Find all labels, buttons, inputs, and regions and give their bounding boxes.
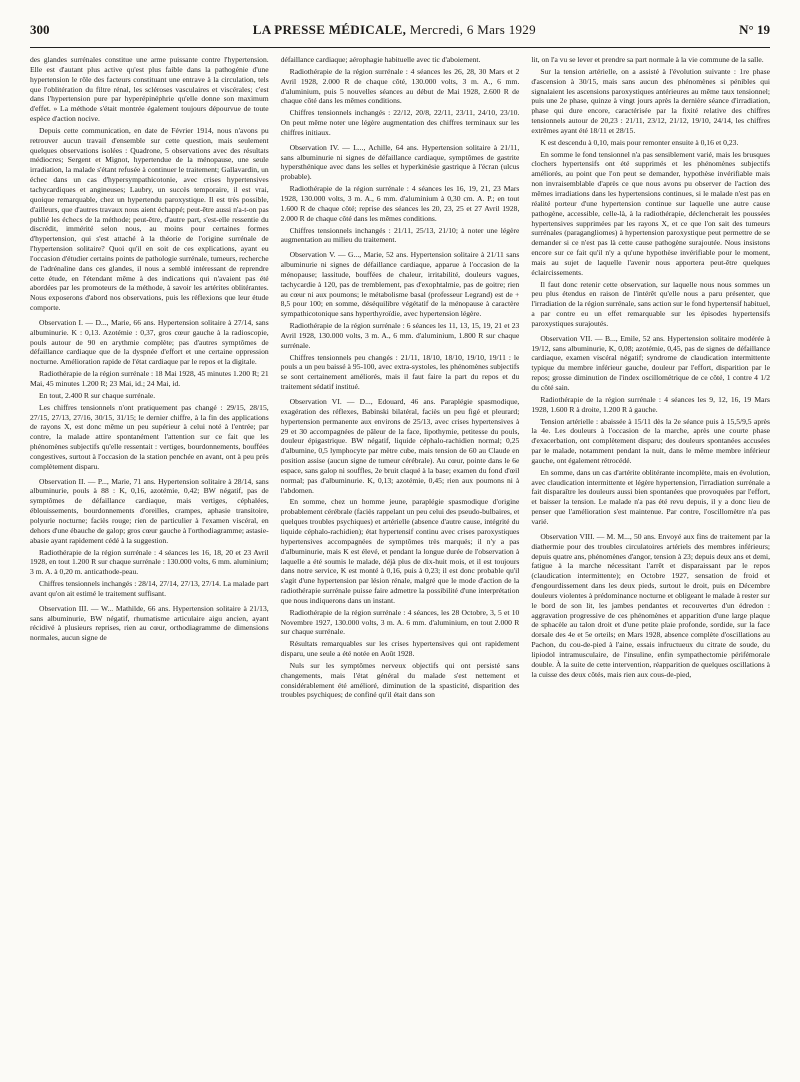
observation-paragraph: Observation VIII. — M. M..., 50 ans. Envoyé aux fins de traitement par la diathermie pour des troubles circulatoires artériels des membres inférieurs; depuis quatre ans, phénomènes d'angor, tension à 23; depuis deux ans et demi, fatigue à la marche nécessitant l'arrêt et disparaissant par le repos (claudication intermittente); en Octobre 1927, sensation de froid et d'engourdissement dans les deux pieds, surtout le droit, puis en Décembre douleurs violentes à prédominance nocturne et obligeant le malade à rester sur le bord de son lit, les jambes pendantes et recouvertes d'un édredon : aggravation progressive de ces phénomènes et apparition d'une large plaque de sphacèle au talon droit et d'une petite plaie profonde, sordide, sur la face dorsale des 4e et 5e orteils; en Mars 1928, absence complète d'oscillations au Pachon, du cou-de-pied à l'aine, essais infructueux du citrate de soude, du lipiodol intramusculaire, de l'insuline, enfin sympathectomie périfémorale double. À la suite de cette intervention, réapparition de quelques oscillations à la cuisse des deux côtés, mais rien aux cous-de-pied, (531, 531, 770, 679)
paragraph: Chiffres tensionnels peu changés : 21/11, 18/10, 18/10, 19/10, 19/11 : le pouls a un peu baissé à 95-100, avec extra-systoles, les phénomènes subjectifs se sont certainement améliorés, mais il faut faire la part du repos et du traitement sédatif institué. (280, 352, 520, 392)
paragraph: Chiffres tensionnels inchangés : 22/12, 20/8, 22/11, 23/11, 24/10, 23/10. On peut même noter une légère augmentation des chiffres terminaux sur les chiffres initiaux. (280, 108, 520, 137)
observation-paragraph: Observation VII. — B..., Emile, 52 ans. Hypertension solitaire modérée à 19/12, sans albuminurie, K, 0,08; azotémie, 0,45, pas de signes de défaillance cardiaque, examen viscéral négatif; syndrome de claudication intermittente typique du membre inférieur gauche, douleur par l'effort, disparition par le repos; grosse diminution de l'index oscillométrique de ce côté, 1 contre 4 1/2 du côté sain. (531, 333, 770, 392)
journal-name: LA PRESSE MÉDICALE, (252, 22, 407, 37)
paragraph: Radiothérapie de la région surrénale : 4 séances les 16, 19, 21, 23 Mars 1928, 130.000 volts, 3 m. A., 6 mm. d'aluminium à 0,30 cm. A. P.; en tout 1.600 R de chaque côté; reprise des séances les 20, 23, 25 et 27 Avril 1928, 2.000 R de chaque côté dans les mêmes conditions. (280, 184, 520, 223)
issue-number: N° 19 (739, 22, 770, 37)
paragraph: Radiothérapie de la région surrénale : 4 séances les 26, 28, 30 Mars et 2 Avril 1928, 2.000 R de chaque côté, 130.000 volts, 3 m. A., 6 mm. d'aluminium, puis 5 nouvelles séances au début de Mai 1928, 2.600 R de chaque côté dans les mêmes conditions. (280, 66, 520, 106)
observation-paragraph: Observation II. — P..., Marie, 71 ans. Hypertension solitaire à 28/14, sans albuminurie, pouls à 88 : K, 0,16, azotémie, 0,42; BW négatif, pas de symptômes de défaillance cardiaque, mais vertiges, céphalées, éblouissements, bourdonnements d'oreilles, crampes, aphasie transitoire, polyurie nocturne; faciès rouge; rien de particulier à l'examen viscéral, en dehors d'une ébauche de galop; gros cœur gauche à l'orthodiagramme; astasie-abasie ayant rapidement cédé à la suggestion. (30, 476, 269, 545)
paragraph: En tout, 2.400 R sur chaque surrénale. (39, 390, 156, 400)
observation-paragraph: Observation VI. — D..., Edouard, 46 ans. Paraplégie spasmodique, exagération des réflexes, Babinski bilatéral, faciès un peu figé et pleurard; hypertension permanente aux environs de 25/13, avec crises hypertensives à 29 et 30 accompagnées de pâleur de la face, lipothymie, petitesse du pouls, douleur épigastrique. BW négatif, liquide céphalo-rachidien normal; 0,25 d'albumine, 0,5 lymphocyte par mètre cube, mais tension de 60 au Claude en position assise (aucun signe de tumeur cérébrale). Au cœur, pointe dans le 6e espace, sans galop ni souffles, 2e bruit claqué à la base; examen du fond d'œil normal; pas d'albuminurie. K, 0,13; azotémie, 0,45; rien aux poumons ni à l'abdomen. (280, 397, 520, 495)
observation-paragraph: Observation V. — G..., Marie, 52 ans. Hypertension solitaire à 21/11 sans albuminurie ni signes de défaillance cardiaque, apparue à l'occasion de la ménopause; lassitude, bouffées de chaleur, irritabilité, douleurs vagues, tachycardie à 120, pas de tremblement, pas d'exophtalmie, pas de goitre; rien au cœur ni aux poumons; le métabolisme basal (professeur Legrand) est de + 8,5 pour 100; en somme, déséquilibre végétatif de la ménopause à caractère sympathicotonique sans hyperthyroïdie, avec hypertension légère. (280, 250, 520, 319)
running-title (253, 22, 536, 38)
observation-paragraph: Observation I. — D..., Marie, 66 ans. Hypertension solitaire à 27/14, sans albuminurie. K : 0,13. Azotémie : 0,37, gros cœur gauche à la radioscopie, pouls autour de 90 en arythmie complète; pas d'autres symptômes de défaillance cardiaque que de la dyspnée d'effort et une certaine oppression nocturne. Amélioration rapide de l'état cardiaque par le repos et la digitale. (30, 317, 269, 367)
paragraph: Sur la tension artérielle, on a assisté à l'évolution suivante : 1re phase d'ascension à 30/15, mais sans aucun des phénomènes si pénibles qui signalaient les ascensions paroxystiques antérieures au même taux tensionnel; puis une 2e phase, quinze à vingt jours après la dernière séance d'irradiation, phase qui dure encore, caractérisée par la fixité relative des chiffres tensionnels autour de 20,23 : 21/11, 23/12, 21/12, 19/10, 24/14, les chiffres extrêmes ayant été 18/11 et 28/15. (531, 66, 770, 135)
paragraph: Radiothérapie de la région surrénale : 4 séances, les 28 Octobre, 3, 5 et 10 Novembre 1927, 130.000 volts, 3 m. A. 6 mm. d'aluminium, en tout 2.000 R sur chaque surrénale. (280, 607, 520, 637)
paragraph: Chiffres tensionnels inchangés : 21/11, 25/13, 21/10; à noter une légère augmentation au milieu du traitement. (280, 225, 520, 245)
column-middle (281, 55, 520, 1075)
paragraph: Depuis cette communication, en date de Février 1914, nous n'avons pu retrouver aucun travail d'ensemble sur cette question, mais seulement quelques observations isolées : Quadrone, 5 observations avec des résultats médiocres; Sergent et Mignot, hypertendue de la ménopause, une seule irradiation, la malade s'étant refusée à continuer le traitement; Gallavardin, un échec dans un cas d'hypersympathicotonie, avec crises hypertensives tachycardiques et angineuses; Laubry, un succès temporaire, il est vrai, quoique remarquable, chez un hypertendu paroxystique. Il est très possible, d'ailleurs, que d'autres travaux nous aient échappé; peut-être aussi n'a-t-on pas publié les échecs de la méthode; peut-être, d'autre part, s'est-elle ressentie du discrédit, immérité selon nous, au moins pour certaines formes d'hypertension, qui s'est attaché à la théorie de l'origine surrénale de l'hypertension solitaire? Quoi qu'il en soit de ces explications, ayant eu l'occasion d'étudier certains points de pathologie surrénale, tumeurs, recherche de l'adrénaline dans ces glandes, il nous a semblé intéressant de reprendre cette étude, en l'étendant même à des indications qui n'avaient pas été abordées par les promoteurs de la méthode, à savoir les artérites oblitérantes. Nous exposerons d'abord nos observations, puis les réflexions que leur étude comporte. (30, 125, 269, 313)
paragraph: En somme le fond tensionnel n'a pas sensiblement varié, mais les brusques clochers hypertensifs ont été supprimés et les phénomènes subjectifs améliorés, au point que l'on peut se demander, hypothèse invérifiable mais non invraisemblable d'après ce que nous avons pu observer de l'action des mêmes irradiations dans les hypertensions continues, si le malade n'est pas en réalité porteur d'une hypertension continue sur laquelle une autre cause pathogène, accessible, celle-là, à la radiothérapie, déclencherait les poussées hypertensives supprimées par les rayons X, et ce que l'on sait des tumeurs surrénales (paragangliomes) à hypertension paroxystique peut permettre de se demander si ce n'est pas là cette cause pathogène surajoutée. Nous insistons encore sur ce fait qu'il n'y a qu'une hypothèse invérifiable pour le moment, mais au sujet de laquelle l'avenir nous apportera peut-être quelques éclaircissements. (531, 149, 770, 277)
paragraph: Il faut donc retenir cette observation, sur laquelle nous nous sommes un peu plus étendus en raison de l'intérêt qu'elle nous a paru présenter, que l'irradiation de la région surrénale, sans action sur le fond hypertensif habituel, a par contre eu un effet remarquable sur les épisodes hypertensifs paroxystiques surajoutés. (531, 279, 770, 328)
paragraph: Tension artérielle : abaissée à 15/11 dès la 2e séance puis à 15,5/9,5 après la 4e. Les douleurs à l'occasion de la marche, après une courte phase d'exacerbation, ont complètement disparu; des douleurs spontanées accusées par le malade, notamment pendant la nuit, dans le même membre inférieur gauche, ont également rétrocédé. (531, 416, 770, 465)
paragraph: Radiothérapie de la région surrénale : 4 séances les 16, 18, 20 et 23 Avril 1928, en tout 1.200 R sur chaque surrénale : 130.000 volts, 6 mm. aluminium; 3 m. A. à 0,20 m. anticathode-peau. (30, 547, 269, 577)
page-header (30, 22, 770, 48)
paragraph: Résultats remarquables sur les crises hypertensives qui ont rapidement disparu, une seule a été notée en Août 1928. (280, 639, 520, 659)
paragraph: En somme, dans un cas d'artérite oblitérante incomplète, mais en évolution, avec claudication intermittente et légère hypertension, l'irradiation surrénale a fait disparaître les douleurs aussi bien spontanées que provoquées par l'effort, et baisser la tension. Le malade n'a pas été revu depuis, il y a donc lieu de penser que l'amélioration s'est maintenue. Par contre, l'oscillomètre n'a pas varié. (531, 467, 770, 526)
paragraph: lit, on l'a vu se lever et prendre sa part normale à la vie commune de la salle. (531, 55, 764, 64)
text-columns (30, 55, 770, 1075)
column-left (30, 55, 269, 1075)
observation-paragraph: Observation IV. — L..., Achille, 64 ans. Hypertension solitaire à 21/11, sans albuminurie ni signes de défaillance cardiaque, symptômes de gastrite hypersthénique avec dans les selles et hyperkinésie gastrique à l'écran (ulcus probable). (280, 142, 520, 182)
paragraph: Nuls sur les symptômes nerveux objectifs qui ont persisté sans changements, mais l'état général du malade s'est nettement et considérablement été amélioré, diminution de la spasticité, disparition des troubles psychiques; de confiné qu'il était dans son (280, 660, 520, 700)
issue-date: Mercredi, 6 Mars 1929 (409, 22, 536, 37)
paragraph: Radiothérapie de la région surrénale : 18 Mai 1928, 45 minutes 1.200 R; 21 Mai, 45 minutes 1.200 R; 23 Mai, id.; 24 Mai, id. (30, 369, 269, 388)
paragraph: Les chiffres tensionnels n'ont pratiquement pas changé : 29/15, 28/15, 27/15, 27/13, 27/16, 30/15, 31/15; le dernier chiffre, à la fin des applications de rayons X, est donc même un peu supérieur à celui noté à l'entrée; par contre, la malade attire spontanément l'attention sur ce fait que les phénomènes subjectifs qu'elle ressentait : vertiges, bourdonnements, bouffées congestives, surtout à l'occasion de la station penchée en avant, ont à peu près complètement disparu. (30, 402, 269, 471)
paragraph: En somme, chez un homme jeune, paraplégie spasmodique d'origine probablement cérébrale (faciès rappelant un peu celui des pseudo-bulbaires, et quelques troubles psychiques) et artérielle (absence d'autre cause, intégrité du liquide céphalo-rachidien); état hypertensif continu avec crises paroxystiques hypertensives accompagnées de symptômes très marqués; il n'y a pas d'albuminurie, mais K est élevé, et pendant la longue durée de l'observation à laquelle a été soumis le malade, déjà plus de dix-huit mois, et il est toujours dans notre service, K est monté à 0,16, puis à 0,23; il est donc probable qu'il s'agit d'une hypertension par lésion rénale, malgré que le mode d'action de la radiothérapie surrénale puisse faire admettre la possibilité d'une interprétation que nous indiquerons dans un instant. (280, 497, 520, 605)
paragraph: Radiothérapie de la région surrénale : 4 séances les 9, 12, 16, 19 Mars 1928, 1.600 R à droite, 1.200 R à gauche. (531, 394, 770, 414)
paragraph: des glandes surrénales constitue une arme puissante contre l'hypertension. Elle est d'autant plus active qu'est plus faible dans la pathogénie d'une hypertension le rôle des facteurs constituant une entrave à la circulation, tels que l'oblitération du filtre rénal, les scléroses vasculaires et viscérales; c'est dans l'hypertension pure par hyperépinéphrie qu'elle donne son maximum d'effet. » La méthode s'était montrée également toujours dépourvue de toute espèce d'action nocive. (30, 55, 269, 124)
column-right (531, 55, 770, 1075)
paragraph: Radiothérapie de la région surrénale : 6 séances les 11, 13, 15, 19, 21 et 23 Avril 1928, 130.000 volts, 3 m. A., 6 mm. d'aluminium, 1.800 R sur chaque surrénale. (280, 321, 520, 350)
paragraph: K est descendu à 0,10, mais pour remonter ensuite à 0,16 et 0,23. (540, 137, 739, 147)
paragraph: défaillance cardiaque; aérophagie habituelle avec tic d'aboiement. (280, 55, 481, 64)
paragraph: Chiffres tensionnels inchangés : 28/14, 27/14, 27/13, 27/14. La malade part avant qu'on ait estimé le traitement suffisant. (30, 579, 269, 598)
page-number: 300 (30, 22, 50, 37)
observation-paragraph: Observation III. — W... Mathilde, 66 ans. Hypertension solitaire à 21/13, sans albuminurie, BW négatif, rhumatisme articulaire aigu ancien, ayant récidivé à plusieurs reprises, rien au cœur, orthodiagramme de dimensions normales, aucun signe de (30, 603, 269, 643)
